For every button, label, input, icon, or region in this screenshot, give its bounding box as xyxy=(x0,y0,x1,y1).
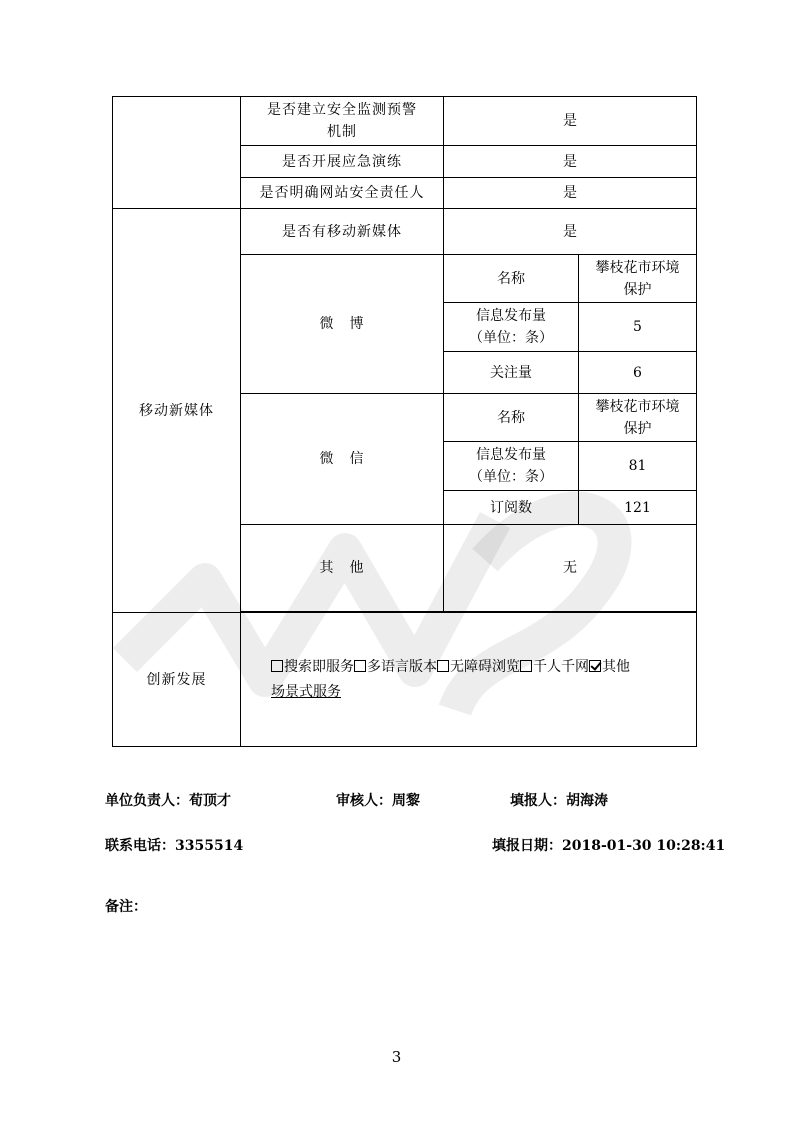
checkbox-multilingual[interactable] xyxy=(354,660,366,672)
weibo-followers-value: 6 xyxy=(579,352,697,394)
mobile-media-section-label: 移动新媒体 xyxy=(113,209,241,613)
security-owner-label: 是否明确网站安全责任人 xyxy=(241,178,444,209)
checkbox-other[interactable] xyxy=(589,660,601,672)
mobile-media-table xyxy=(112,96,697,747)
option-personalized: 千人千网 xyxy=(533,658,589,675)
emergency-drill-value: 是 xyxy=(444,146,697,178)
wechat-name-label: 名称 xyxy=(444,394,579,442)
remarks-label: 备注： xyxy=(105,899,147,915)
emergency-drill-label: 是否开展应急演练 xyxy=(241,146,444,178)
weibo-posts-label: 信息发布量 （单位：条） xyxy=(444,303,579,352)
option-accessibility: 无障碍浏览 xyxy=(450,658,520,675)
checkbox-search-service[interactable] xyxy=(271,660,283,672)
page-number: 3 xyxy=(391,1048,402,1066)
wechat-posts-value: 81 xyxy=(579,442,697,491)
option-multilingual: 多语言版本 xyxy=(367,658,437,675)
security-section-cell xyxy=(113,97,241,209)
weibo-posts-value: 5 xyxy=(579,303,697,352)
other-media-value: 无 xyxy=(444,525,697,612)
wechat-posts-label: 信息发布量 （单位：条） xyxy=(444,442,579,491)
reviewer: 审核人：周黎 xyxy=(336,793,420,809)
other-service-text: 场景式服务 xyxy=(271,683,341,700)
wechat-subscribers-label: 订阅数 xyxy=(444,491,579,525)
innovation-section-label: 创新发展 xyxy=(113,613,241,747)
has-mobile-media-value: 是 xyxy=(444,209,697,255)
unit-head: 单位负责人：荀顶才 xyxy=(105,793,231,809)
other-media-label: 其 他 xyxy=(241,525,444,612)
checkbox-accessibility[interactable] xyxy=(437,660,449,672)
fill-date: 填报日期：2018-01-30 10:28:41 xyxy=(492,838,726,854)
wechat-subscribers-value: 121 xyxy=(579,491,697,525)
weibo-name-label: 名称 xyxy=(444,255,579,303)
wechat-label: 微 信 xyxy=(241,394,444,525)
contact-phone: 联系电话：3355514 xyxy=(105,838,244,854)
option-other: 其他 xyxy=(602,658,630,675)
security-owner-value: 是 xyxy=(444,178,697,209)
weibo-name-value: 攀枝花市环境 保护 xyxy=(579,255,697,303)
innovation-options xyxy=(241,613,697,747)
option-search-service: 搜索即服务 xyxy=(284,658,354,675)
wechat-name-value: 攀枝花市环境 保护 xyxy=(579,394,697,442)
monitoring-warning-value: 是 xyxy=(444,97,697,146)
weibo-followers-label: 关注量 xyxy=(444,352,579,394)
weibo-label: 微 博 xyxy=(241,255,444,394)
has-mobile-media-label: 是否有移动新媒体 xyxy=(241,209,444,255)
filler: 填报人：胡海涛 xyxy=(510,793,608,809)
checkbox-personalized[interactable] xyxy=(520,660,532,672)
monitoring-warning-label: 是否建立安全监测预警 机制 xyxy=(241,97,444,146)
